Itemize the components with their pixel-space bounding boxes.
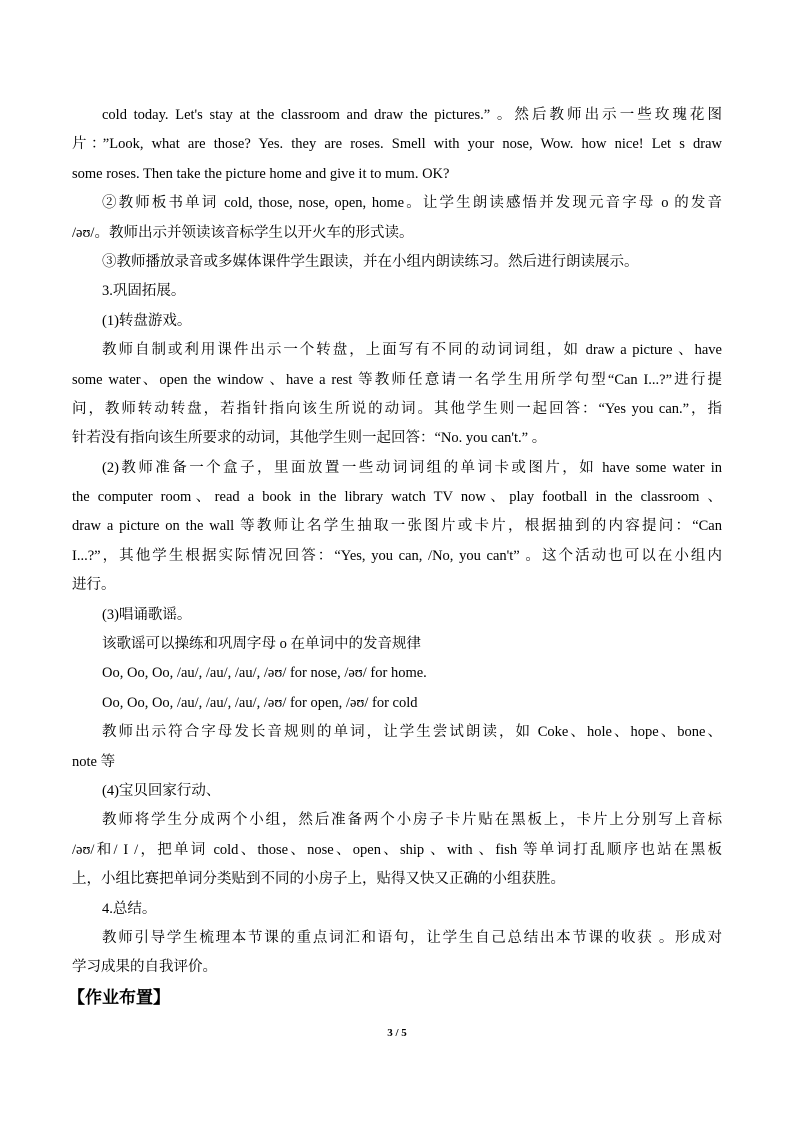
text-line: 问，教师转动转盘，若指针指向该生所说的动词。其他学生则一起回答：“Yes you can.”，指 xyxy=(72,400,722,417)
paragraph-lines xyxy=(72,101,722,983)
text-line: 学习成果的自我评价。 xyxy=(72,959,217,976)
text-line: 教师引导学生梳理本节课的重点词汇和语句，让学生自己总结出本节课的收获 。形成对 xyxy=(102,929,722,946)
text-line: some water、open the window 、have a rest 等教师任意请一名学生用所学句型“Can I...?”进行提 xyxy=(72,371,722,388)
text-line: (3)唱诵歌谣。 xyxy=(102,606,192,623)
text-line: 上，小组比赛把单词分类贴到不同的小房子上，贴得又快又正确的小组获胜。 xyxy=(72,871,565,888)
page-number: 3 / 5 xyxy=(387,1027,407,1039)
text-line: Oo, Oo, Oo, /au/, /au/, /au/, /əʊ/ for open, /əʊ/ for cold xyxy=(102,694,418,711)
text-line: 针若没有指向该生所要求的动词，其他学生则一起回答：“No. you can't.” 。 xyxy=(72,430,547,447)
text-line: (2)教师准备一个盒子，里面放置一些动词词组的单词卡或图片，如 have some water in xyxy=(102,459,722,476)
text-line: 教师将学生分成两个小组，然后准备两个小房子卡片贴在黑板上，卡片上分别写上音标 xyxy=(102,812,722,829)
text-line: draw a picture on the wall 等教师让名学生抽取一张图片或卡片，根据抽到的内容提问：“Can xyxy=(72,518,722,535)
text-line: 3.巩固拓展。 xyxy=(102,283,186,300)
homework-section-heading: 【作业布置】 xyxy=(68,987,170,1008)
text-line: /əʊ/和/ I /，把单词 cold、those、nose、open、ship 、with 、fish 等单词打乱顺序也站在黑板 xyxy=(72,841,722,858)
text-line: cold today. Let's stay at the classroom and draw the pictures.” 。然后教师出示一些玫瑰花图 xyxy=(102,107,722,123)
text-line: 进行。 xyxy=(72,577,116,594)
text-line: I...?”，其他学生根据实际情况回答：“Yes, you can, /No, you can't” 。这个活动也可以在小组内 xyxy=(72,547,722,564)
text-line: 4.总结。 xyxy=(102,900,157,917)
text-line: 教师出示符合字母发长音规则的单词，让学生尝试朗读，如 Coke、hole、hope、bone、 xyxy=(102,724,722,741)
text-line: 该歌谣可以操练和巩周字母 o 在单词中的发音规律 xyxy=(102,636,421,653)
text-line: /əʊ/。教师出示并领读该音标学生以开火车的形式读。 xyxy=(72,224,414,241)
text-line: ②教师板书单词 cold, those, nose, open, home。让学生朗读感悟并发现元音字母 o 的发音 xyxy=(102,195,722,212)
text-line: 教师自制或利用课件出示一个转盘，上面写有不同的动词词组，如 draw a picture 、have xyxy=(102,342,722,359)
text-line: (4)宝贝回家行动、 xyxy=(102,782,221,799)
text-line: (1)转盘游戏。 xyxy=(102,312,192,329)
text-line: note 等 xyxy=(72,753,116,770)
document-body xyxy=(68,101,722,1013)
text-line: some roses. Then take the picture home and give it to mum. OK? xyxy=(72,165,450,182)
text-line: the computer room、read a book in the library watch TV now、play football in the classroom 、 xyxy=(72,489,722,506)
text-line: ③教师播放录音或多媒体课件学生跟读，并在小组内朗读练习。然后进行朗读展示。 xyxy=(102,253,639,270)
text-line: 片：”Look, what are those? Yes. they are roses. Smell with your nose, Wow. how nice! Let s draw xyxy=(72,136,722,153)
text-line: Oo, Oo, Oo, /au/, /au/, /au/, /əʊ/ for nose, /əʊ/ for home. xyxy=(102,665,427,682)
